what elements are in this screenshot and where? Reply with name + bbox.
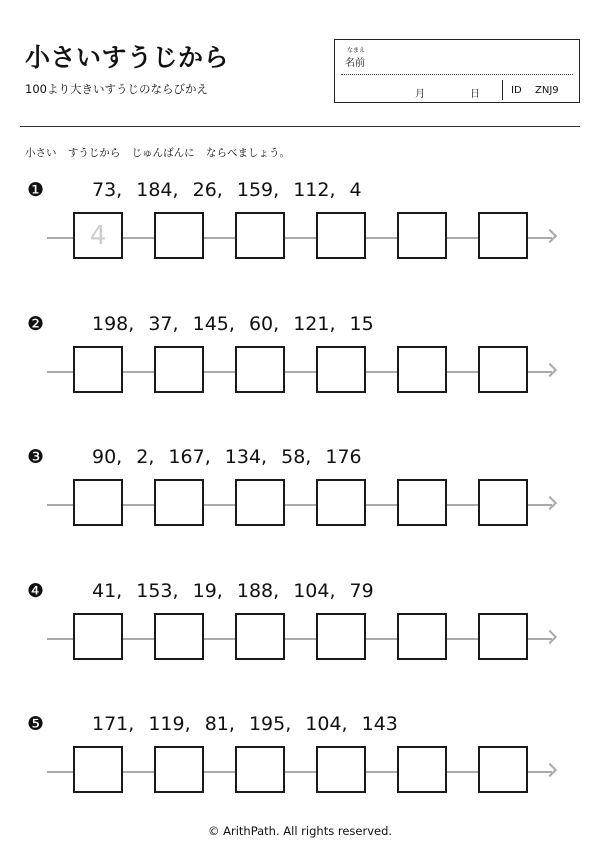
answer-box[interactable]: [397, 212, 447, 259]
problem-5: [0, 707, 600, 817]
problem-numbers: 171, 119, 81, 195, 104, 143: [92, 713, 398, 735]
arrow-head: [543, 229, 557, 243]
arrow-head: [543, 630, 557, 644]
answer-box[interactable]: [316, 746, 366, 793]
arrow-head: [543, 496, 557, 510]
problem-number: ❺: [27, 713, 45, 735]
answer-box[interactable]: [478, 613, 528, 660]
name-box: [334, 39, 580, 103]
answer-box[interactable]: [154, 746, 204, 793]
arrow-head: [543, 763, 557, 777]
month-label: 月: [415, 89, 425, 100]
answer-box[interactable]: [154, 346, 204, 393]
id-value: ZNJ9: [535, 85, 559, 96]
answer-box[interactable]: [397, 613, 447, 660]
answer-box[interactable]: [235, 746, 285, 793]
answer-box[interactable]: [478, 212, 528, 259]
problem-1: [0, 173, 600, 283]
answer-box[interactable]: [478, 346, 528, 393]
answer-box[interactable]: [154, 212, 204, 259]
problem-numbers: 198, 37, 145, 60, 121, 15: [92, 313, 374, 335]
answer-box[interactable]: [478, 479, 528, 526]
problem-numbers: 90, 2, 167, 134, 58, 176: [92, 446, 362, 468]
day-label: 日: [470, 89, 480, 100]
page-subtitle: 100より大きいすうじのならびかえ: [25, 82, 208, 96]
answer-box[interactable]: [73, 479, 123, 526]
problem-numbers: 73, 184, 26, 159, 112, 4: [92, 179, 362, 201]
answer-box[interactable]: [235, 479, 285, 526]
answer-box[interactable]: [316, 479, 366, 526]
answer-box[interactable]: 4: [73, 212, 123, 259]
problem-number: ❸: [27, 446, 45, 468]
answer-box[interactable]: [478, 746, 528, 793]
name-furigana: なまえ: [347, 47, 366, 54]
id-label: ID: [511, 85, 522, 96]
id-separator: [502, 80, 503, 100]
answer-box[interactable]: [235, 346, 285, 393]
problem-number: ❹: [27, 580, 45, 602]
answer-box[interactable]: [235, 212, 285, 259]
answer-box[interactable]: [154, 613, 204, 660]
instruction: 小さい すうじから じゅんばんに ならべましょう。: [25, 147, 291, 159]
problem-4: [0, 574, 600, 684]
problem-3: [0, 440, 600, 550]
answer-box[interactable]: [316, 346, 366, 393]
answer-box[interactable]: [235, 613, 285, 660]
name-label: 名前: [345, 58, 365, 69]
answer-box[interactable]: [397, 479, 447, 526]
answer-box[interactable]: [73, 613, 123, 660]
header-rule: [20, 126, 580, 127]
name-dotted-line: [341, 74, 573, 75]
answer-box[interactable]: [154, 479, 204, 526]
page-title: 小さいすうじから: [25, 43, 230, 72]
answer-box[interactable]: [73, 746, 123, 793]
copyright-footer: © ArithPath. All rights reserved.: [207, 824, 393, 838]
problem-2: [0, 307, 600, 417]
answer-box[interactable]: [316, 212, 366, 259]
answer-box[interactable]: [73, 346, 123, 393]
problem-number: ❶: [27, 179, 45, 201]
answer-box[interactable]: [316, 613, 366, 660]
problem-numbers: 41, 153, 19, 188, 104, 79: [92, 580, 374, 602]
answer-box[interactable]: [397, 746, 447, 793]
problem-number: ❷: [27, 313, 45, 335]
answer-box[interactable]: [397, 346, 447, 393]
arrow-head: [543, 363, 557, 377]
